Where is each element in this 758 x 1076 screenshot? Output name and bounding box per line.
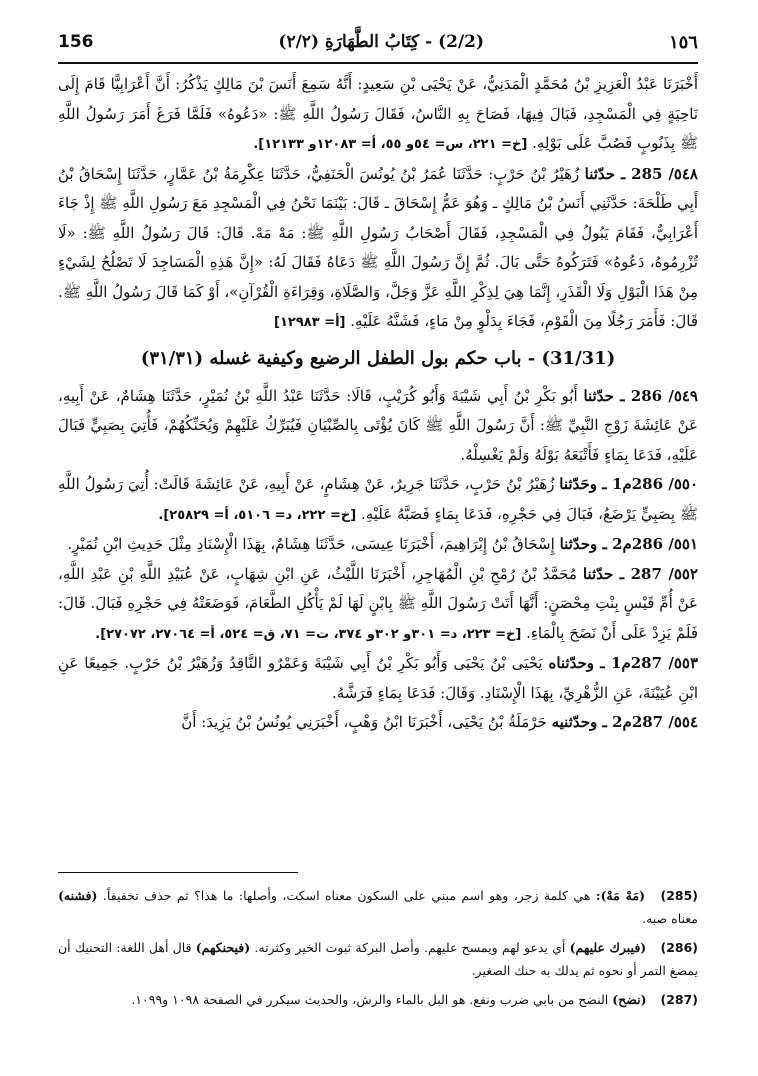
page [58,22,698,1062]
footnote-286 [58,936,698,982]
hadith-number: ٥٤٨/ 285 ـ حدّثنا [584,164,698,183]
hadith-text: أَبُو بَكْرِ بْنُ أَبِي شَيْبَةَ وَأَبُو كُرَيْبٍ، قَالَا: حَدَّثَنَا عَبْدُ اللَّهِ بْنُ نُمَيْرٍ، حَدَّثَنَا هِشَامٌ، عَنْ أَبِيهِ، عَنْ عَائِشَةَ زَوْجِ النَّبِيِّ ﷺ: أَنَّ رَسُولَ اللَّهِ ﷺ كَانَ يُؤْتَى بِالصِّبْيَانِ فَيُبَرِّكُ عَلَيْهِمْ وَيُحَنِّكُهُمْ، فَأُتِيَ بِصَبِيٍّ فَبَالَ عَلَيْهِ، فَدَعَا بِمَاءٍ فَأَتْبَعَهُ بَوْلَهُ وَلَمْ يَغْسِلْهُ. [58,386,698,464]
hadith-550 [58,470,698,530]
footnotes [58,884,698,1017]
footnote-number: (286) [660,940,698,955]
hadith-text: زُهَيْرُ بْنُ حَرْبٍ: حَدَّثَنَا عُمَرُ بْنُ يُونُسَ الْحَنَفِيُّ، حَدَّثَنَا عِكْرِمَةُ بْنُ عَمَّارٍ، حَدَّثَنَا إِسْحَاقُ بْنُ أَبِي طَلْحَةَ: حَدَّثَنِي أَنَسُ بْنُ مَالِكٍ ـ وَهُوَ عَمُّ إِسْحَاقَ ـ قَالَ: بَيْنَمَا نَحْنُ فِي الْمَسْجِدِ مَعَ رَسُولِ اللَّهِ ﷺ إِذْ جَاءَ أَعْرَابِيٌّ، فَقَامَ يَبُولُ فِي الْمَسْجِدِ، فَقَالَ أَصْحَابُ رَسُولِ اللَّهِ ﷺ: مَهْ مَهْ. قَالَ: قَالَ رَسُولُ اللَّهِ ﷺ: «لَا تُزْرِمُوهُ، دَعُوهُ» فَتَرَكُوهُ حَتَّى بَالَ. ثُمَّ إِنَّ رَسُولَ اللَّهِ ﷺ دَعَاهُ فَقَالَ لَهُ: «إِنَّ هَذِهِ الْمَسَاجِدَ لَا تَصْلُحُ لِشَيْءٍ مِنْ هَذَا الْبَوْلِ وَلَا الْقَذَرِ، إِنَّمَا هِيَ لِذِكْرِ اللَّهِ عَزَّ وَجَلَّ، وَالصَّلَاةِ، وَقِرَاءَةِ الْقُرْآنِ»، أَوْ كَمَا قَالَ رَسُولُ اللَّهِ ﷺ. قَالَ: فَأَمَرَ رَجُلًا مِنَ الْقَوْمِ، فَجَاءَ بِدَلْوٍ مِنْ مَاءٍ، فَشَنَّهُ عَلَيْهِ. [58,164,698,330]
footnote-term: (فشنه) [58,888,98,903]
footnote-287 [58,988,698,1011]
hadith-text: إِسْحَاقُ بْنُ إِبْرَاهِيمَ، أَخْبَرَنَا عِيسَى، حَدَّثَنَا هِشَامٌ، بِهَذَا الْإِسْنَادِ مِثْلَ حَدِيثِ ابْنِ نُمَيْرٍ. [67,535,555,553]
chapter-heading: (31/31) - باب حكم بول الطفل الرضيع وكيفية غسله (٣١/٣١) [140,347,616,369]
footnote-term: (نضح) [612,992,647,1007]
footnote-term: (فيبرك عليهم) [569,940,647,955]
hadith-number: ٥٥٠/ 286م1 ـ وحَدّثنا [559,475,698,493]
hadith-number: ٥٥٣/ 287م1 ـ وحدّثناه [548,654,699,672]
hadith-547-references: [خ= ٢٢١، س= ٥٤و ٥٥، أ= ١٢٠٨٣و ١٢١٣٣]. [253,137,528,152]
footnote-text: معناه صبه. [642,911,698,926]
footnote-text: قال أهل اللغة: التحنيك أن يمضغ التمر أو نحوه ثم يدلك به حنك الصغير. [58,940,698,978]
footnote-text: أي يدعو لهم ويمسح عليهم. وأصل البركة ثبوت الخير وكثرته. [254,940,566,955]
hadith-551 [58,530,698,560]
footnote-divider [58,872,298,873]
main-text [58,70,698,738]
hadith-references: [خ= ٢٢٣، د= ٣٠١و ٣٠٢و ٣٧٤، ت= ٧١، ق= ٥٢٤، أ= ٢٧٠٦٤، ٢٧٠٧٢]. [95,626,522,642]
footnote-text: النضح من بابي ضرب ونفع. هو البل بالماء والرش، والحديث سيكرر في الصفحة ١٠٩٨ و١٠٩٩. [131,992,609,1007]
footnote-number: (287) [660,992,698,1007]
hadith-549 [58,382,698,471]
hadith-554 [58,708,698,738]
hadith-text: يَحْيَى بْنُ يَحْيَى وَأَبُو بَكْرِ بْنُ أَبِي شَيْبَةَ وَعَمْرٌو النَّاقِدُ وَزُهَيْرُ بْنُ حَرْبٍ. جَمِيعًا عَنِ ابْنِ عُيَيْنَةَ، عَنِ الزُّهْرِيِّ، بِهَذَا الْإِسْنَادِ. وَقَالَ: فَدَعَا بِمَاءٍ فَرَشَّهُ. [58,654,698,702]
hadith-number: ٥٥١/ 286م2 ـ وحدّثنا [559,535,698,553]
hadith-number: ٥٥٢/ 287 ـ حدّثنا [582,564,698,583]
hadith-text: حَرْمَلَةُ بْنُ يَحْيَى، أَخْبَرَنَا ابْنُ وَهْبٍ، أَخْبَرَنِي يُونُسُ بْنُ يَزِيدَ: أَنَّ [181,713,547,731]
footnote-term: (مَهْ مَهْ): [595,888,645,903]
hadith-552 [58,560,698,650]
footnote-number: (285) [660,888,698,903]
hadith-number: ٥٤٩/ 286 ـ حدّثنا [583,386,698,405]
hadith-547-continuation: أَخْبَرَنَا عَبْدُ الْعَزِيزِ بْنُ مُحَمَّدٍ الْمَدَنِيُّ، عَنْ يَحْيَى بْنِ سَعِيدٍ: أَنَّهُ سَمِعَ أَنَسَ بْنَ مَالِكٍ يَذْكُرُ: أَنَّ أَعْرَابِيًّا قَامَ إِلَى نَاحِيَةٍ فِي الْمَسْجِدِ، فَبَالَ فِيهَا، فَصَاحَ بِهِ النَّاسُ، فَقَالَ رَسُولُ اللَّهِ ﷺ: «دَعُوهُ» فَلَمَّا فَرَغَ أَمَرَ رَسُولُ اللَّهِ ﷺ بِذَنُوبٍ فَصُبَّ عَلَى بَوْلِهِ. [خ= ٢٢١، س= ٥٤و ٥٥، أ= ١٢٠٨٣و ١٢١٣٣]. [58,75,698,152]
footnote-text: هي كلمة زجر، وهو اسم مبني على السكون معناه اسكت، وأصلها: ما هذا؟ ثم حذف تخفيفاً. [102,888,591,903]
footnote-285 [58,884,698,930]
hadith-number: ٥٥٤/ 287م2 ـ وحدّثنيه [551,713,698,731]
hadith-references: [خ= ٢٢٢، د= ٥١٠٦، أ= ٢٥٨٢٩]. [158,507,357,523]
footnote-term: (فيحنكهم) [195,940,251,955]
hadith-text: زُهَيْرُ بْنُ حَرْبٍ، حَدَّثَنَا جَرِيرٌ، عَنْ هِشَامٍ، عَنْ أَبِيهِ، عَنْ عَائِشَةَ قَالَتْ: أُتِيَ رَسُولُ اللَّهِ ﷺ بِصَبِيٍّ يَرْضَعُ، فَبَالَ فِي حَجْرِهِ، فَدَعَا بِمَاءٍ فَصَبَّهُ عَلَيْهِ. [58,475,698,523]
page-number-latin: 156 [58,32,94,52]
page-header [58,22,698,64]
hadith-text: مُحَمَّدُ بْنُ رُمْحِ بْنِ الْمُهَاجِرِ، أَخْبَرَنَا اللَّيْثُ، عَنِ ابْنِ شِهَابٍ، عَنْ عُبَيْدِ اللَّهِ بْنِ عَبْدِ اللَّهِ، عَنْ أُمِّ قَيْسٍ بِنْتِ مِحْصَنٍ: أَنَّهَا أَتَتْ رَسُولَ اللَّهِ ﷺ بِابْنٍ لَهَا لَمْ يَأْكُلِ الطَّعَامَ، فَوَضَعَتْهُ فِي حَجْرِهِ فَبَالَ. قَالَ: فَلَمْ يَزِدْ عَلَى أَنْ نَضَحَ بِالْمَاءِ. [58,564,698,642]
hadith-references: [أ= ١٢٩٨٣] [274,315,346,330]
page-number-arabic: ١٥٦ [668,31,698,53]
hadith-553 [58,649,698,708]
hadith-548 [58,160,698,338]
book-title: (2/2) - كِتَابُ الطَّهَارَةِ (٢/٢) [278,32,485,52]
